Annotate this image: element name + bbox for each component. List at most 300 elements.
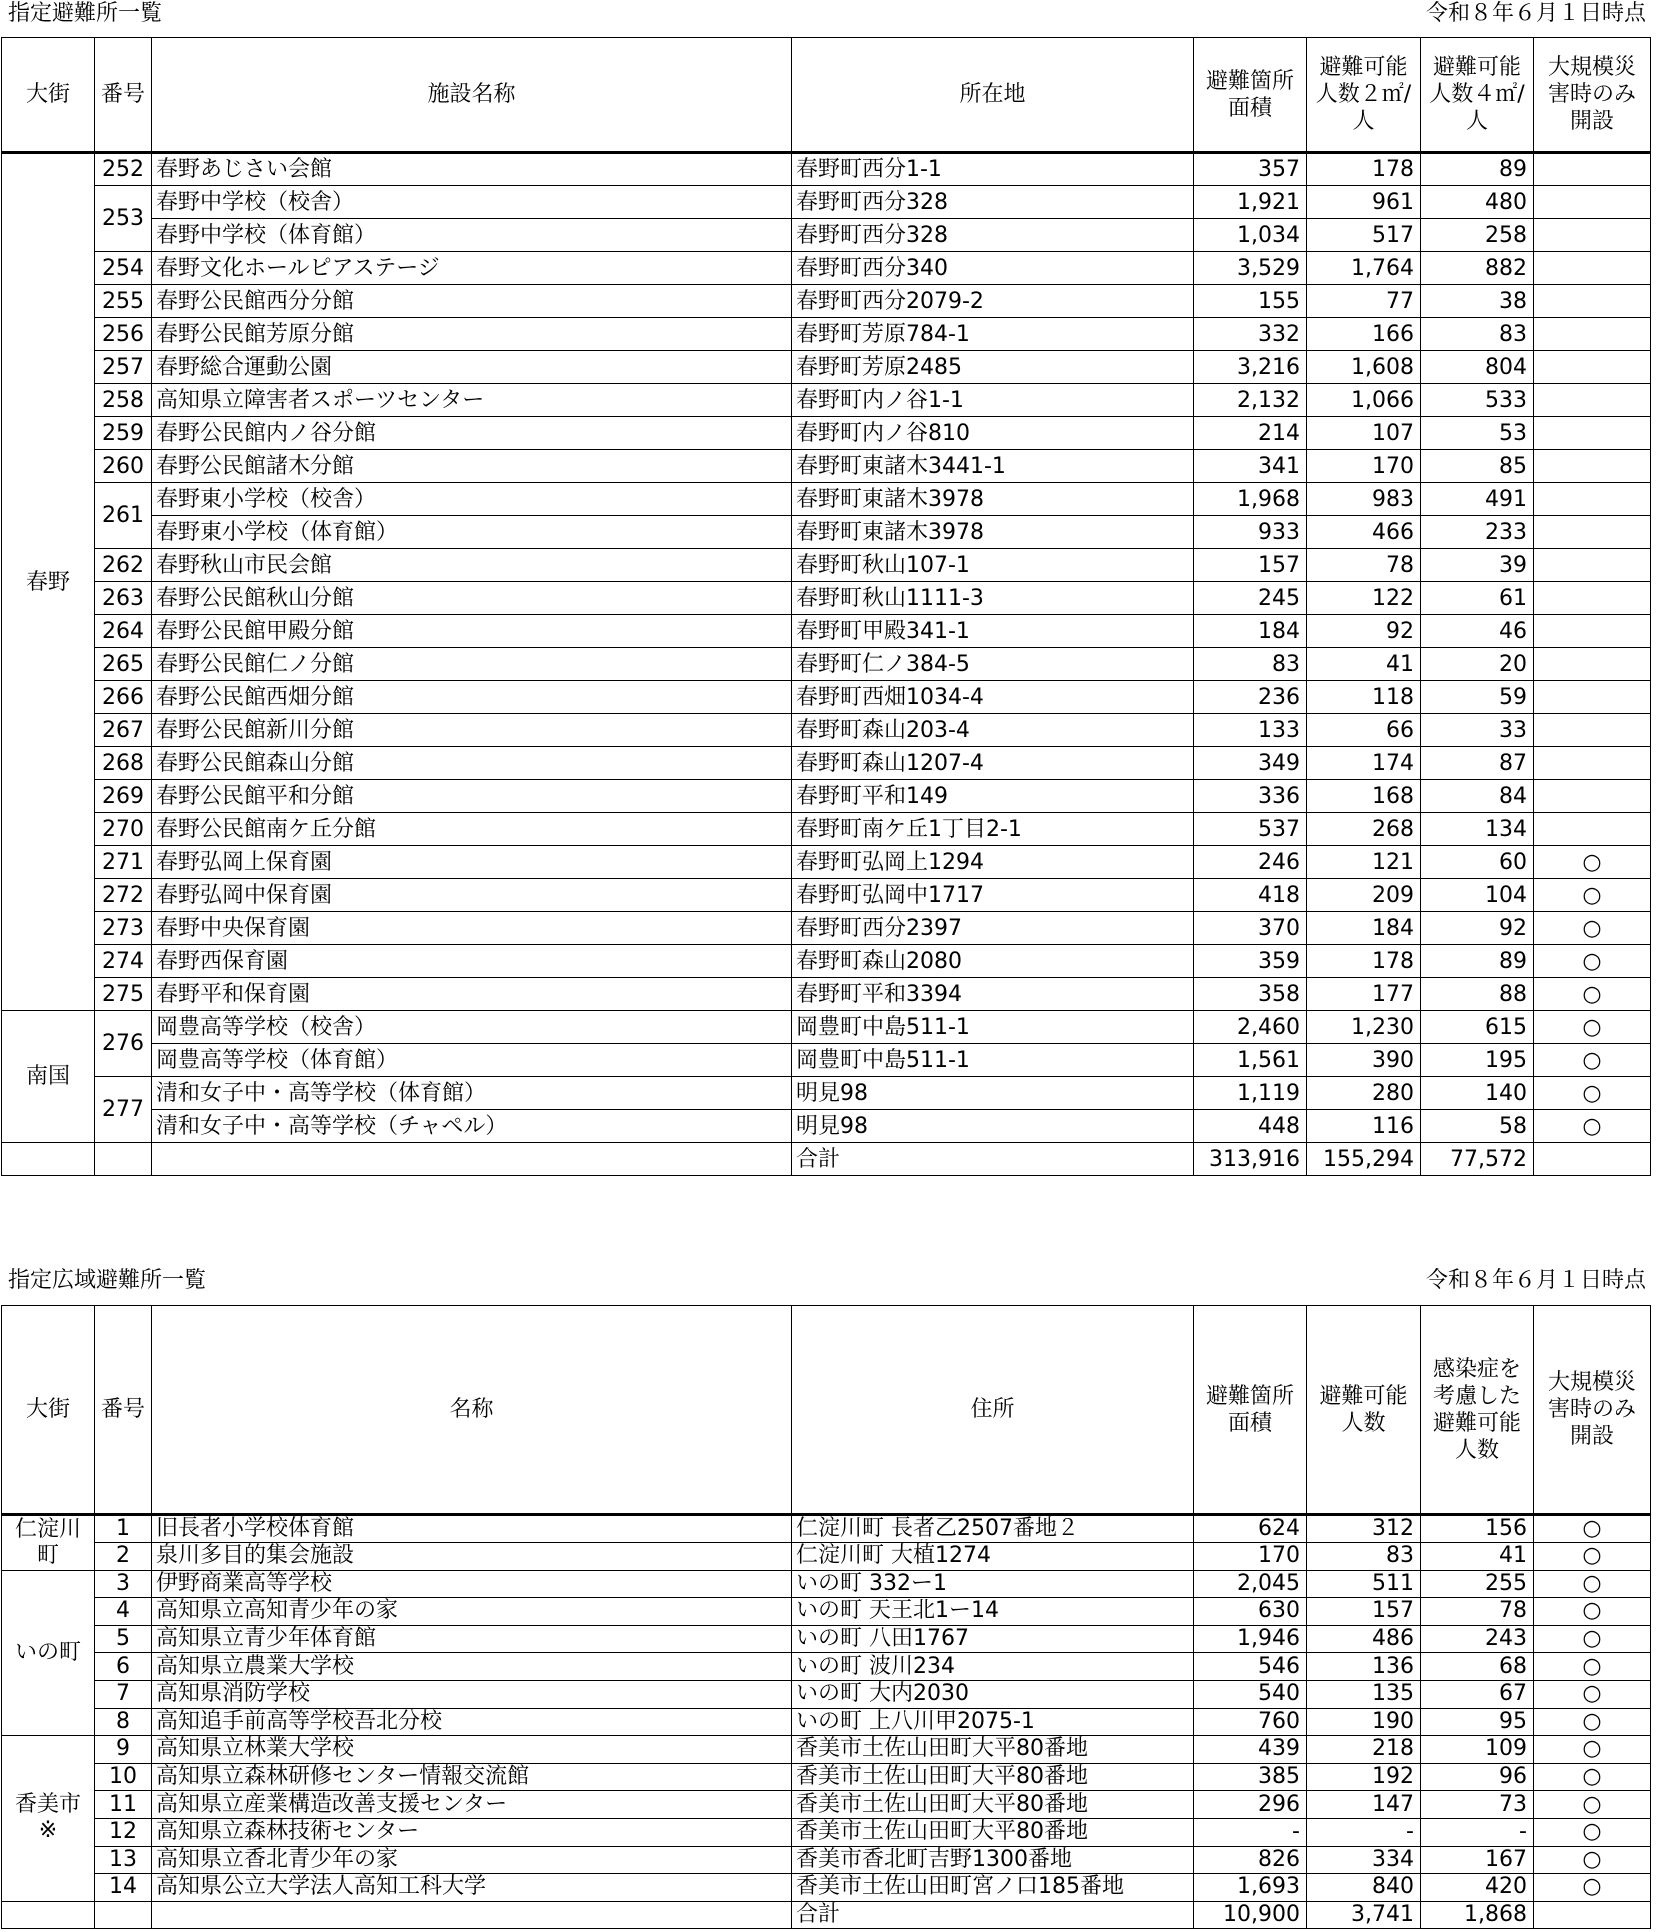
table-row	[2, 1515, 1651, 1543]
large-disaster-cell: ○	[1534, 1708, 1651, 1736]
capacity-2m2-cell: 209	[1307, 879, 1421, 912]
capacity-2m2-cell: 466	[1307, 516, 1421, 549]
area-cell: 133	[1194, 714, 1307, 747]
table-row	[2, 516, 1651, 549]
district-cell: 春野	[2, 153, 95, 1011]
header-capacity-infection: 感染症を考慮した避難可能人数	[1421, 1306, 1534, 1515]
total-row	[2, 1901, 1651, 1929]
capacity-4m2-cell: 58	[1421, 1110, 1534, 1143]
empty-cell	[95, 1901, 152, 1929]
number-cell: 275	[95, 978, 152, 1011]
area-cell: 3,216	[1194, 351, 1307, 384]
number-cell: 269	[95, 780, 152, 813]
capacity-4m2-cell: 882	[1421, 252, 1534, 285]
area-cell: 933	[1194, 516, 1307, 549]
large-disaster-cell: ○	[1534, 1736, 1651, 1764]
large-disaster-cell: ○	[1534, 1818, 1651, 1846]
number-cell: 6	[95, 1653, 152, 1681]
large-disaster-cell	[1534, 813, 1651, 846]
capacity-4m2-cell: 59	[1421, 681, 1534, 714]
number-cell: 7	[95, 1680, 152, 1708]
facility-name-cell: 春野弘岡中保育園	[152, 879, 792, 912]
number-cell: 266	[95, 681, 152, 714]
large-disaster-cell	[1534, 483, 1651, 516]
capacity-2m2-cell: 1,066	[1307, 384, 1421, 417]
header-large-disaster: 大規模災害時のみ開設	[1534, 1306, 1651, 1515]
header-address: 住所	[792, 1306, 1194, 1515]
capacity-4m2-cell: 53	[1421, 417, 1534, 450]
wide-area-shelter-table	[1, 1305, 1651, 1929]
facility-name-cell: 高知県立森林技術センター	[152, 1818, 792, 1846]
large-disaster-cell	[1534, 252, 1651, 285]
header-number: 番号	[95, 38, 152, 153]
capacity-4m2-cell: 92	[1421, 912, 1534, 945]
number-cell: 276	[95, 1011, 152, 1077]
table-row	[2, 714, 1651, 747]
area-cell: 760	[1194, 1708, 1307, 1736]
area-cell: 341	[1194, 450, 1307, 483]
capacity-2m2-cell: 168	[1307, 780, 1421, 813]
area-cell: 2,460	[1194, 1011, 1307, 1044]
number-cell: 274	[95, 945, 152, 978]
large-disaster-cell	[1534, 384, 1651, 417]
table-row	[2, 1874, 1651, 1902]
header-large-disaster: 大規模災害時のみ開設	[1534, 38, 1651, 153]
capacity-cell: 218	[1307, 1736, 1421, 1764]
table-row	[2, 549, 1651, 582]
capacity-4m2-cell: 615	[1421, 1011, 1534, 1044]
table-row	[2, 1598, 1651, 1626]
shelter-table	[1, 37, 1651, 1176]
section2-title: 指定広域避難所一覧	[8, 1268, 207, 1293]
capacity-4m2-cell: 38	[1421, 285, 1534, 318]
number-cell: 267	[95, 714, 152, 747]
capacity-infection-cell: 420	[1421, 1874, 1534, 1902]
empty-cell	[152, 1143, 792, 1176]
header-district: 大街	[2, 1306, 95, 1515]
large-disaster-cell	[1534, 780, 1651, 813]
address-cell: 香美市香北町吉野1300番地	[792, 1846, 1194, 1874]
facility-name-cell: 清和女子中・高等学校（チャペル）	[152, 1110, 792, 1143]
empty-cell	[2, 1143, 95, 1176]
area-cell: 418	[1194, 879, 1307, 912]
number-cell: 254	[95, 252, 152, 285]
table-row	[2, 1818, 1651, 1846]
number-cell: 2	[95, 1543, 152, 1571]
number-cell: 257	[95, 351, 152, 384]
area-cell: 246	[1194, 846, 1307, 879]
capacity-2m2-cell: 166	[1307, 318, 1421, 351]
address-cell: 仁淀川町 長者乙2507番地２	[792, 1515, 1194, 1543]
address-cell: 香美市土佐山田町大平80番地	[792, 1763, 1194, 1791]
large-disaster-cell: ○	[1534, 912, 1651, 945]
address-cell: 春野町西分2397	[792, 912, 1194, 945]
number-cell: 5	[95, 1625, 152, 1653]
facility-name-cell: 春野公民館森山分館	[152, 747, 792, 780]
empty-cell	[2, 1901, 95, 1929]
area-cell: 1,968	[1194, 483, 1307, 516]
area-cell: 245	[1194, 582, 1307, 615]
facility-name-cell: 春野中学校（体育館）	[152, 219, 792, 252]
capacity-2m2-cell: 78	[1307, 549, 1421, 582]
capacity-4m2-cell: 89	[1421, 153, 1534, 186]
large-disaster-cell: ○	[1534, 1598, 1651, 1626]
capacity-infection-cell: 96	[1421, 1763, 1534, 1791]
area-cell: 2,132	[1194, 384, 1307, 417]
header-number: 番号	[95, 1306, 152, 1515]
number-cell: 277	[95, 1077, 152, 1143]
capacity-infection-cell: 78	[1421, 1598, 1534, 1626]
address-cell: いの町 332ー1	[792, 1570, 1194, 1598]
capacity-infection-cell: 255	[1421, 1570, 1534, 1598]
table-row	[2, 1543, 1651, 1571]
number-cell: 256	[95, 318, 152, 351]
capacity-cell: -	[1307, 1818, 1421, 1846]
number-cell: 272	[95, 879, 152, 912]
facility-name-cell: 春野公民館芳原分館	[152, 318, 792, 351]
address-cell: 春野町弘岡上1294	[792, 846, 1194, 879]
table-row	[2, 285, 1651, 318]
facility-name-cell: 高知県立高知青少年の家	[152, 1598, 792, 1626]
capacity-4m2-cell: 33	[1421, 714, 1534, 747]
large-disaster-cell	[1534, 582, 1651, 615]
address-cell: 春野町森山2080	[792, 945, 1194, 978]
header-area: 避難箇所面積	[1194, 38, 1307, 153]
facility-name-cell: 春野公民館平和分館	[152, 780, 792, 813]
address-cell: 香美市土佐山田町宮ノ口185番地	[792, 1874, 1194, 1902]
number-cell: 258	[95, 384, 152, 417]
capacity-cell: 486	[1307, 1625, 1421, 1653]
area-cell: 546	[1194, 1653, 1307, 1681]
number-cell: 260	[95, 450, 152, 483]
capacity-4m2-cell: 104	[1421, 879, 1534, 912]
number-cell: 268	[95, 747, 152, 780]
large-disaster-cell	[1534, 318, 1651, 351]
header-name: 名称	[152, 1306, 792, 1515]
address-cell: 春野町西分328	[792, 186, 1194, 219]
address-cell: 岡豊町中島511-1	[792, 1044, 1194, 1077]
large-disaster-cell	[1534, 450, 1651, 483]
area-cell: 624	[1194, 1515, 1307, 1543]
facility-name-cell: 春野公民館仁ノ分館	[152, 648, 792, 681]
facility-name-cell: 春野中央保育園	[152, 912, 792, 945]
area-cell: -	[1194, 1818, 1307, 1846]
capacity-4m2-cell: 89	[1421, 945, 1534, 978]
area-cell: 214	[1194, 417, 1307, 450]
table-row	[2, 978, 1651, 1011]
number-cell: 262	[95, 549, 152, 582]
address-cell: 明見98	[792, 1077, 1194, 1110]
area-cell: 439	[1194, 1736, 1307, 1764]
capacity-infection-cell: 95	[1421, 1708, 1534, 1736]
large-disaster-cell: ○	[1534, 1044, 1651, 1077]
capacity-2m2-cell: 118	[1307, 681, 1421, 714]
district-cell: 香美市※	[2, 1736, 95, 1902]
table-row	[2, 582, 1651, 615]
capacity-cell: 136	[1307, 1653, 1421, 1681]
area-cell: 358	[1194, 978, 1307, 1011]
area-cell: 370	[1194, 912, 1307, 945]
table-row	[2, 780, 1651, 813]
total-area: 313,916	[1194, 1143, 1307, 1176]
capacity-cell: 334	[1307, 1846, 1421, 1874]
number-cell: 273	[95, 912, 152, 945]
facility-name-cell: 高知県公立大学法人高知工科大学	[152, 1874, 792, 1902]
empty-cell	[1534, 1143, 1651, 1176]
large-disaster-cell	[1534, 417, 1651, 450]
address-cell: 香美市土佐山田町大平80番地	[792, 1736, 1194, 1764]
total-label: 合計	[792, 1901, 1194, 1929]
large-disaster-cell: ○	[1534, 1077, 1651, 1110]
large-disaster-cell: ○	[1534, 1543, 1651, 1571]
address-cell: 春野町仁ノ384-5	[792, 648, 1194, 681]
section1-title: 指定避難所一覧	[8, 1, 163, 26]
capacity-2m2-cell: 1,608	[1307, 351, 1421, 384]
facility-name-cell: 高知県立青少年体育館	[152, 1625, 792, 1653]
capacity-2m2-cell: 121	[1307, 846, 1421, 879]
number-cell: 263	[95, 582, 152, 615]
facility-name-cell: 高知県立障害者スポーツセンター	[152, 384, 792, 417]
number-cell: 253	[95, 186, 152, 252]
facility-name-cell: 春野中学校（校舎）	[152, 186, 792, 219]
capacity-4m2-cell: 39	[1421, 549, 1534, 582]
address-cell: いの町 上八川甲2075-1	[792, 1708, 1194, 1736]
header-capacity: 避難可能人数	[1307, 1306, 1421, 1515]
capacity-infection-cell: 73	[1421, 1791, 1534, 1819]
address-cell: 春野町平和3394	[792, 978, 1194, 1011]
capacity-cell: 157	[1307, 1598, 1421, 1626]
facility-name-cell: 高知県立農業大学校	[152, 1653, 792, 1681]
facility-name-cell: 春野公民館西畑分館	[152, 681, 792, 714]
address-cell: 春野町内ノ谷810	[792, 417, 1194, 450]
capacity-infection-cell: 243	[1421, 1625, 1534, 1653]
table-row	[2, 1110, 1651, 1143]
header-capacity-2m2: 避難可能人数２㎡/人	[1307, 38, 1421, 153]
area-cell: 1,693	[1194, 1874, 1307, 1902]
capacity-cell: 312	[1307, 1515, 1421, 1543]
large-disaster-cell: ○	[1534, 1791, 1651, 1819]
capacity-4m2-cell: 60	[1421, 846, 1534, 879]
capacity-4m2-cell: 533	[1421, 384, 1534, 417]
table-row	[2, 813, 1651, 846]
address-cell: 春野町秋山1111-3	[792, 582, 1194, 615]
table-row	[2, 417, 1651, 450]
table-row	[2, 1791, 1651, 1819]
table-row	[2, 1763, 1651, 1791]
number-cell: 4	[95, 1598, 152, 1626]
address-cell: 春野町東諸木3978	[792, 516, 1194, 549]
capacity-2m2-cell: 107	[1307, 417, 1421, 450]
number-cell: 271	[95, 846, 152, 879]
large-disaster-cell	[1534, 153, 1651, 186]
facility-name-cell: 春野弘岡上保育園	[152, 846, 792, 879]
capacity-2m2-cell: 66	[1307, 714, 1421, 747]
total-capacity-2m2: 155,294	[1307, 1143, 1421, 1176]
area-cell: 448	[1194, 1110, 1307, 1143]
capacity-2m2-cell: 517	[1307, 219, 1421, 252]
table-row	[2, 1625, 1651, 1653]
number-cell: 12	[95, 1818, 152, 1846]
facility-name-cell: 春野公民館内ノ谷分館	[152, 417, 792, 450]
address-cell: 春野町西分2079-2	[792, 285, 1194, 318]
area-cell: 540	[1194, 1680, 1307, 1708]
capacity-infection-cell: 67	[1421, 1680, 1534, 1708]
large-disaster-cell: ○	[1534, 1680, 1651, 1708]
address-cell: 仁淀川町 大植1274	[792, 1543, 1194, 1571]
capacity-infection-cell: 109	[1421, 1736, 1534, 1764]
capacity-2m2-cell: 961	[1307, 186, 1421, 219]
facility-name-cell: 高知県立産業構造改善支援センター	[152, 1791, 792, 1819]
large-disaster-cell: ○	[1534, 1874, 1651, 1902]
large-disaster-cell: ○	[1534, 846, 1651, 879]
capacity-4m2-cell: 84	[1421, 780, 1534, 813]
facility-name-cell: 岡豊高等学校（校舎）	[152, 1011, 792, 1044]
capacity-infection-cell: 167	[1421, 1846, 1534, 1874]
address-cell: 春野町南ケ丘1丁目2-1	[792, 813, 1194, 846]
large-disaster-cell: ○	[1534, 1570, 1651, 1598]
capacity-cell: 83	[1307, 1543, 1421, 1571]
address-cell: 春野町秋山107-1	[792, 549, 1194, 582]
capacity-2m2-cell: 77	[1307, 285, 1421, 318]
address-cell: 春野町芳原2485	[792, 351, 1194, 384]
total-label: 合計	[792, 1143, 1194, 1176]
capacity-infection-cell: 68	[1421, 1653, 1534, 1681]
area-cell: 385	[1194, 1763, 1307, 1791]
area-cell: 630	[1194, 1598, 1307, 1626]
table-row	[2, 1846, 1651, 1874]
table-row	[2, 252, 1651, 285]
area-cell: 332	[1194, 318, 1307, 351]
large-disaster-cell: ○	[1534, 1625, 1651, 1653]
capacity-4m2-cell: 195	[1421, 1044, 1534, 1077]
large-disaster-cell: ○	[1534, 1653, 1651, 1681]
number-cell: 8	[95, 1708, 152, 1736]
section1-date: 令和８年６月１日時点	[1425, 1, 1646, 26]
large-disaster-cell	[1534, 549, 1651, 582]
area-cell: 296	[1194, 1791, 1307, 1819]
total-capacity-infection: 1,868	[1421, 1901, 1534, 1929]
large-disaster-cell	[1534, 219, 1651, 252]
district-cell: 仁淀川町	[2, 1515, 95, 1571]
number-cell: 14	[95, 1874, 152, 1902]
header-capacity-4m2: 避難可能人数４㎡/人	[1421, 38, 1534, 153]
facility-name-cell: 春野秋山市民会館	[152, 549, 792, 582]
capacity-4m2-cell: 87	[1421, 747, 1534, 780]
table-row	[2, 1570, 1651, 1598]
facility-name-cell: 春野公民館西分分館	[152, 285, 792, 318]
number-cell: 252	[95, 153, 152, 186]
district-cell: いの町	[2, 1570, 95, 1736]
large-disaster-cell	[1534, 615, 1651, 648]
total-row	[2, 1143, 1651, 1176]
capacity-4m2-cell: 491	[1421, 483, 1534, 516]
total-area: 10,900	[1194, 1901, 1307, 1929]
facility-name-cell: 高知県消防学校	[152, 1680, 792, 1708]
capacity-2m2-cell: 184	[1307, 912, 1421, 945]
large-disaster-cell	[1534, 747, 1651, 780]
capacity-2m2-cell: 41	[1307, 648, 1421, 681]
number-cell: 11	[95, 1791, 152, 1819]
table-row	[2, 648, 1651, 681]
number-cell: 255	[95, 285, 152, 318]
number-cell: 13	[95, 1846, 152, 1874]
area-cell: 1,561	[1194, 1044, 1307, 1077]
area-cell: 1,034	[1194, 219, 1307, 252]
capacity-4m2-cell: 258	[1421, 219, 1534, 252]
capacity-4m2-cell: 61	[1421, 582, 1534, 615]
capacity-4m2-cell: 134	[1421, 813, 1534, 846]
address-cell: 春野町東諸木3978	[792, 483, 1194, 516]
table-row	[2, 153, 1651, 186]
empty-cell	[1534, 1901, 1651, 1929]
capacity-infection-cell: 156	[1421, 1515, 1534, 1543]
empty-cell	[152, 1901, 792, 1929]
table-row	[2, 747, 1651, 780]
table-row	[2, 1044, 1651, 1077]
capacity-2m2-cell: 390	[1307, 1044, 1421, 1077]
table-row	[2, 846, 1651, 879]
address-cell: 春野町西分1-1	[792, 153, 1194, 186]
table-row	[2, 1680, 1651, 1708]
capacity-2m2-cell: 178	[1307, 945, 1421, 978]
facility-name-cell: 高知県立香北青少年の家	[152, 1846, 792, 1874]
area-cell: 83	[1194, 648, 1307, 681]
empty-cell	[95, 1143, 152, 1176]
table-row	[2, 186, 1651, 219]
facility-name-cell: 春野公民館諸木分館	[152, 450, 792, 483]
capacity-2m2-cell: 174	[1307, 747, 1421, 780]
table-row	[2, 450, 1651, 483]
table-row	[2, 318, 1651, 351]
address-cell: 春野町弘岡中1717	[792, 879, 1194, 912]
address-cell: いの町 天王北1ー14	[792, 1598, 1194, 1626]
large-disaster-cell	[1534, 516, 1651, 549]
district-cell: 南国	[2, 1011, 95, 1143]
table-row	[2, 1653, 1651, 1681]
facility-name-cell: 春野西保育園	[152, 945, 792, 978]
table-row	[2, 1011, 1651, 1044]
facility-name-cell: 春野公民館甲殿分館	[152, 615, 792, 648]
area-cell: 1,119	[1194, 1077, 1307, 1110]
area-cell: 359	[1194, 945, 1307, 978]
area-cell: 336	[1194, 780, 1307, 813]
header-district: 大街	[2, 38, 95, 153]
capacity-4m2-cell: 804	[1421, 351, 1534, 384]
capacity-2m2-cell: 1,230	[1307, 1011, 1421, 1044]
number-cell: 261	[95, 483, 152, 549]
number-cell: 9	[95, 1736, 152, 1764]
table-row	[2, 351, 1651, 384]
address-cell: 春野町甲殿341-1	[792, 615, 1194, 648]
table-row	[2, 615, 1651, 648]
capacity-4m2-cell: 480	[1421, 186, 1534, 219]
large-disaster-cell: ○	[1534, 945, 1651, 978]
number-cell: 3	[95, 1570, 152, 1598]
area-cell: 170	[1194, 1543, 1307, 1571]
address-cell: 春野町西分340	[792, 252, 1194, 285]
facility-name-cell: 高知県立森林研修センター情報交流館	[152, 1763, 792, 1791]
address-cell: 明見98	[792, 1110, 1194, 1143]
address-cell: 春野町森山1207-4	[792, 747, 1194, 780]
facility-name-cell: 春野東小学校（校舎）	[152, 483, 792, 516]
capacity-cell: 840	[1307, 1874, 1421, 1902]
capacity-2m2-cell: 170	[1307, 450, 1421, 483]
capacity-cell: 190	[1307, 1708, 1421, 1736]
capacity-2m2-cell: 268	[1307, 813, 1421, 846]
capacity-4m2-cell: 88	[1421, 978, 1534, 1011]
area-cell: 349	[1194, 747, 1307, 780]
number-cell: 265	[95, 648, 152, 681]
